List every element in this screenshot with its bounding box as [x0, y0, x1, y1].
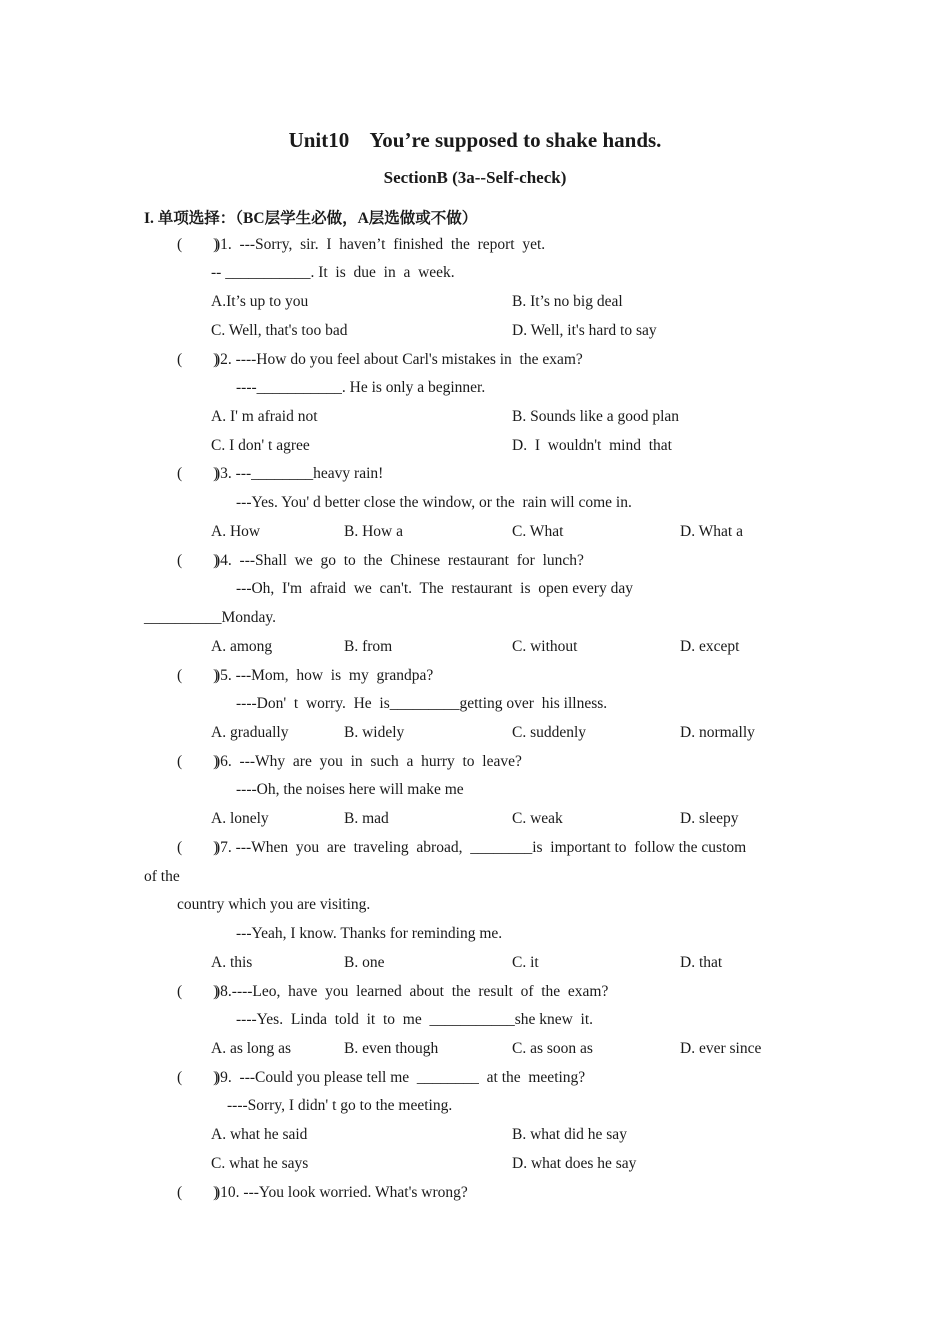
question-line: ---Yes. You' d better close the window, or the rain will come in.: [236, 494, 632, 511]
option-a[interactable]: A. this: [211, 954, 253, 971]
option-c[interactable]: C. What: [512, 523, 564, 540]
question-line: ----Sorry, I didn' t go to the meeting.: [227, 1097, 453, 1114]
option-a[interactable]: A. How: [211, 523, 261, 540]
question-line: )8.----Leo, have you learned about the result of the exam?: [215, 983, 609, 1000]
option-b[interactable]: B. widely: [344, 724, 405, 741]
page-subtitle: SectionB (3a--Self-check): [383, 168, 567, 187]
option-d[interactable]: D. what does he say: [512, 1155, 637, 1172]
option-d[interactable]: D. What a: [680, 523, 743, 540]
answer-blank[interactable]: ( ): [177, 839, 219, 856]
option-d[interactable]: D. normally: [680, 724, 755, 741]
option-a[interactable]: A. as long as: [211, 1040, 292, 1057]
question-line: country which you are visiting.: [177, 896, 371, 913]
question-line: )1. ---Sorry, sir. I haven’t finished the report yet.: [215, 236, 546, 253]
option-c[interactable]: C. as soon as: [512, 1040, 593, 1057]
section-heading: I. 单项选择：（BC层学生必做，A层选做或不做）: [144, 210, 478, 227]
option-b[interactable]: B. It’s no big deal: [512, 293, 623, 310]
option-d[interactable]: D. that: [680, 954, 723, 971]
option-b[interactable]: B. How a: [344, 523, 403, 540]
option-a[interactable]: A.It’s up to you: [211, 293, 309, 310]
answer-blank[interactable]: ( ): [177, 236, 219, 253]
option-d[interactable]: D. I wouldn't mind that: [512, 437, 672, 454]
option-a[interactable]: A. lonely: [211, 810, 269, 827]
option-a[interactable]: A. gradually: [211, 724, 289, 741]
question-line: of the: [144, 868, 180, 885]
option-b[interactable]: B. one: [344, 954, 385, 971]
question-line: ---Oh, I'm afraid we can't. The restaurant is open every day: [236, 580, 633, 597]
option-b[interactable]: B. what did he say: [512, 1126, 627, 1143]
option-b[interactable]: B. even though: [344, 1040, 439, 1057]
answer-blank[interactable]: ( ): [177, 753, 219, 770]
answer-blank[interactable]: ( ): [177, 983, 219, 1000]
option-c[interactable]: C. what he says: [211, 1155, 309, 1172]
question-line: )5. ---Mom, how is my grandpa?: [215, 667, 434, 684]
answer-blank[interactable]: ( ): [177, 552, 219, 569]
option-b[interactable]: B. from: [344, 638, 393, 655]
question-line: ---Yeah, I know. Thanks for reminding me.: [236, 925, 503, 942]
option-c[interactable]: C. weak: [512, 810, 563, 827]
question-line: ----___________. He is only a beginner.: [236, 379, 486, 396]
option-b[interactable]: B. Sounds like a good plan: [512, 408, 680, 425]
option-a[interactable]: A. among: [211, 638, 273, 655]
option-a[interactable]: A. I' m afraid not: [211, 408, 318, 425]
question-line: )2. ----How do you feel about Carl's mistakes in the exam?: [215, 351, 583, 368]
option-c[interactable]: C. I don' t agree: [211, 437, 310, 454]
option-a[interactable]: A. what he said: [211, 1126, 308, 1143]
question-line: ----Yes. Linda told it to me ___________she knew it.: [236, 1011, 594, 1028]
question-line: )10. ---You look worried. What's wrong?: [215, 1184, 468, 1201]
question-line: )3. ---________heavy rain!: [215, 465, 384, 482]
question-line: )6. ---Why are you in such a hurry to leave?: [215, 753, 522, 770]
page-title: Unit10 You’re supposed to shake hands.: [288, 128, 662, 152]
option-c[interactable]: C. suddenly: [512, 724, 587, 741]
option-c[interactable]: C. Well, that's too bad: [211, 322, 348, 339]
answer-blank[interactable]: ( ): [177, 1184, 219, 1201]
option-b[interactable]: B. mad: [344, 810, 389, 827]
answer-blank[interactable]: ( ): [177, 465, 219, 482]
question-line: )9. ---Could you please tell me ________ at the meeting?: [215, 1069, 586, 1086]
answer-blank[interactable]: ( ): [177, 667, 219, 684]
option-c[interactable]: C. it: [512, 954, 539, 971]
option-c[interactable]: C. without: [512, 638, 578, 655]
option-d[interactable]: D. Well, it's hard to say: [512, 322, 657, 339]
option-d[interactable]: D. ever since: [680, 1040, 762, 1057]
question-line: )4. ---Shall we go to the Chinese restaurant for lunch?: [215, 552, 584, 569]
option-d[interactable]: D. except: [680, 638, 740, 655]
option-d[interactable]: D. sleepy: [680, 810, 739, 827]
question-line: ----Don' t worry. He is_________getting over his illness.: [236, 695, 608, 712]
question-line: ----Oh, the noises here will make me: [236, 781, 464, 798]
question-line: -- ___________. It is due in a week.: [211, 264, 455, 281]
question-line: __________Monday.: [144, 609, 277, 626]
answer-blank[interactable]: ( ): [177, 1069, 219, 1086]
question-line: )7. ---When you are traveling abroad, ________is important to follow the custom: [215, 839, 747, 856]
answer-blank[interactable]: ( ): [177, 351, 219, 368]
